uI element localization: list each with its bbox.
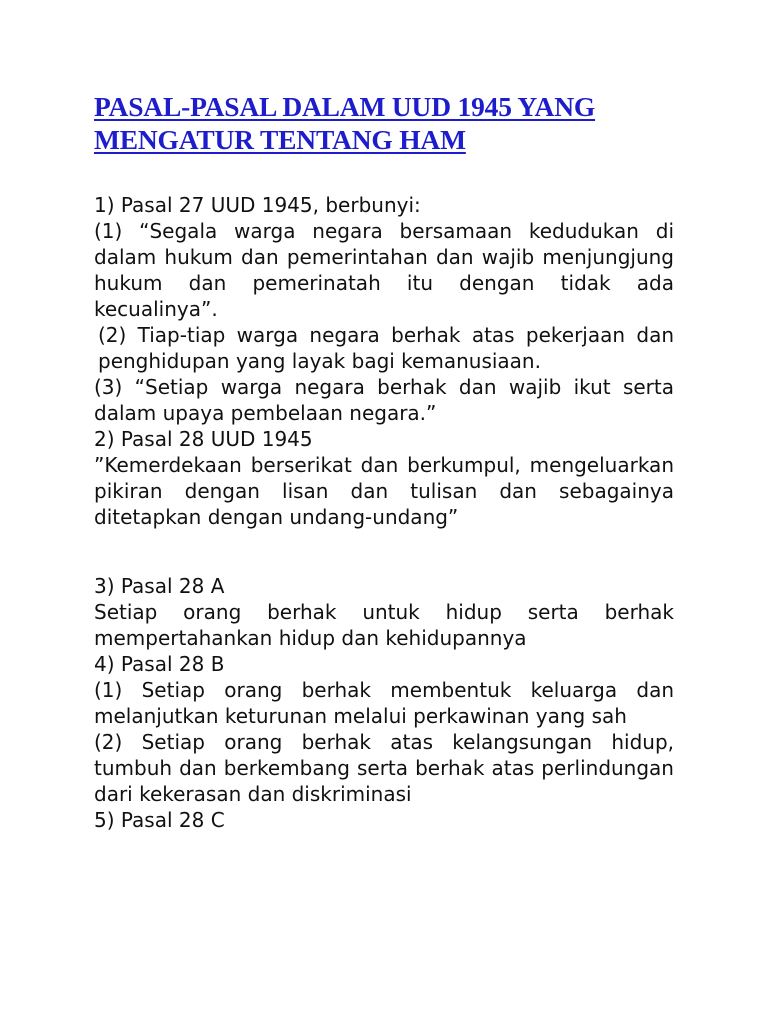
document-body [94,192,681,833]
paragraph-pasal-27-ayat-3: (3) “Setiap warga negara berhak dan wajib ikut serta dalam upaya pembelaan negara.” [94,375,681,425]
paragraph-pasal-27-heading: 1) Pasal 27 UUD 1945, berbunyi: [94,193,421,217]
paragraph-pasal-27-ayat-1: (1) “Segala warga negara bersamaan kedudukan di dalam hukum dan pemerintahan dan wajib menjungjung hukum dan pemerinatah itu dengan tidak ada kecualinya”. [94,219,681,321]
paragraph-pasal-28-text: ”Kemerdekaan berserikat dan berkumpul, mengeluarkan pikiran dengan lisan dan tulisan dan sebagainya ditetapkan dengan undang-undang” [94,453,681,529]
paragraph-pasal-28a-heading: 3) Pasal 28 A [94,574,225,598]
paragraph-pasal-28b-ayat-2: (2) Setiap orang berhak atas kelangsungan hidup, tumbuh dan berkembang serta berhak atas perlindungan dari kekerasan dan diskriminasi [94,730,681,806]
page-title [94,90,684,156]
paragraph-pasal-28a-text: Setiap orang berhak untuk hidup serta berhak mempertahankan hidup dan kehidupannya [94,600,681,650]
paragraph-pasal-27-ayat-2: (2) Tiap-tiap warga negara berhak atas pekerjaan dan penghidupan yang layak bagi kemanusiaan. [98,323,681,373]
paragraph-pasal-28b-ayat-1: (1) Setiap orang berhak membentuk keluarga dan melanjutkan keturunan melalui perkawinan yang sah [94,678,681,728]
paragraph-pasal-28b-heading: 4) Pasal 28 B [94,652,225,676]
paragraph-pasal-28-heading: 2) Pasal 28 UUD 1945 [94,427,313,451]
paragraph-pasal-28c-heading: 5) Pasal 28 C [94,808,225,832]
title-line-1: PASAL-PASAL DALAM UUD 1945 YANG [94,91,596,122]
title-line-2: MENGATUR TENTANG HAM [94,124,466,155]
paragraph-spacer [94,530,674,573]
